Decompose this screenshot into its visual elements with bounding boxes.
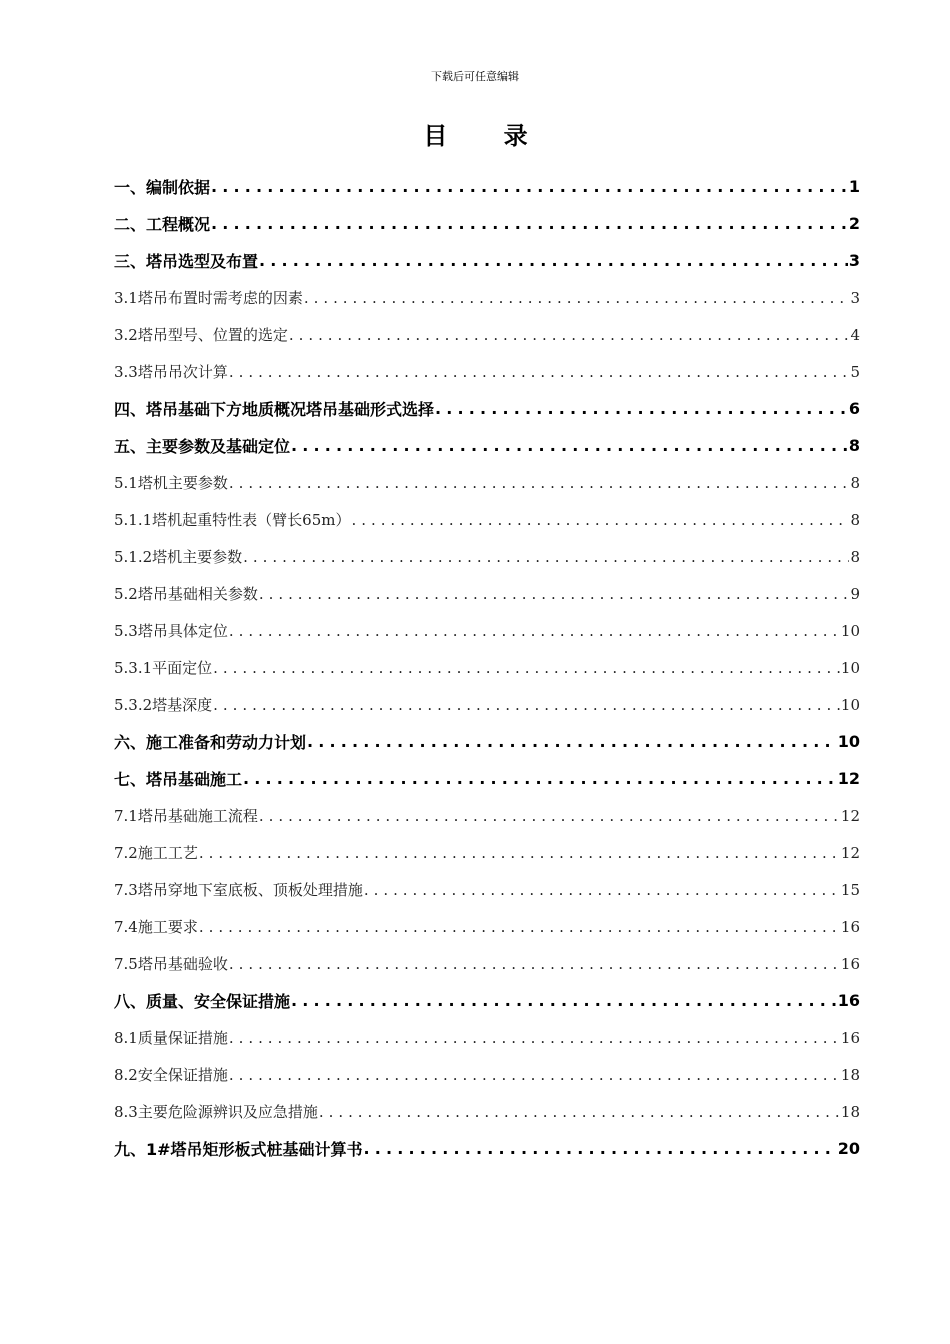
toc-entry-label: 5.3.1平面定位 — [114, 659, 213, 677]
toc-entry[interactable] — [114, 575, 860, 612]
toc-dot-leader — [229, 955, 840, 973]
toc-entry-label: 八、质量、安全保证措施 — [114, 992, 291, 1011]
header-note: 下载后可任意编辑 — [431, 70, 519, 83]
toc-entry[interactable] — [114, 1019, 860, 1056]
toc-entry[interactable] — [114, 464, 860, 501]
toc-entry-label: 7.2施工工艺 — [114, 844, 198, 862]
toc-entry[interactable] — [114, 797, 860, 834]
toc-dot-leader — [229, 1029, 840, 1047]
toc-entry-page-number: 10 — [840, 695, 860, 714]
toc-dot-leader — [304, 289, 850, 307]
toc-dot-leader — [291, 992, 837, 1010]
toc-entry-label: 二、工程概况 — [114, 215, 211, 234]
toc-entry[interactable] — [114, 908, 860, 945]
toc-entry-page-number: 8 — [848, 436, 860, 455]
toc-entry[interactable] — [114, 1130, 860, 1167]
toc-entry[interactable] — [114, 316, 860, 353]
toc-entry[interactable] — [114, 501, 860, 538]
toc-entry-page-number: 16 — [840, 1028, 860, 1047]
toc-entry-page-number: 8 — [850, 473, 860, 492]
toc-entry[interactable] — [114, 649, 860, 686]
toc-entry-page-number: 8 — [850, 510, 860, 529]
toc-entry-page-number: 4 — [850, 325, 860, 344]
toc-entry[interactable] — [114, 1056, 860, 1093]
toc-dot-leader — [364, 1140, 837, 1158]
toc-entry-label: 7.3塔吊穿地下室底板、顶板处理措施 — [114, 881, 363, 899]
toc-dot-leader — [259, 807, 840, 825]
toc-entry-page-number: 6 — [848, 399, 860, 418]
toc-entry-page-number: 3 — [850, 288, 860, 307]
toc-entry-label: 7.4施工要求 — [114, 918, 198, 936]
toc-dot-leader — [307, 733, 837, 751]
toc-entry[interactable] — [114, 390, 860, 427]
toc-dot-leader — [213, 659, 840, 677]
toc-entry-page-number: 10 — [840, 621, 860, 640]
toc-entry-label: 7.5塔吊基础验收 — [114, 955, 228, 973]
toc-dot-leader — [199, 918, 840, 936]
toc-entry-label: 5.1.1塔机起重特性表（臂长65m） — [114, 511, 351, 529]
toc-entry-page-number: 16 — [840, 954, 860, 973]
page-title: 目 录 — [423, 122, 552, 150]
toc-dot-leader — [259, 585, 850, 603]
toc-entry-page-number: 12 — [837, 769, 860, 788]
toc-entry-page-number: 8 — [850, 547, 860, 566]
toc-dot-leader — [229, 1066, 840, 1084]
toc-entry-label: 一、编制依据 — [114, 178, 211, 197]
toc-entry-page-number: 16 — [837, 991, 860, 1010]
toc-entry-label: 8.1质量保证措施 — [114, 1029, 228, 1047]
toc-entry-label: 3.2塔吊型号、位置的选定 — [114, 326, 288, 344]
toc-dot-leader — [213, 696, 840, 714]
toc-dot-leader — [243, 770, 837, 788]
toc-entry[interactable] — [114, 723, 860, 760]
toc-entry[interactable] — [114, 686, 860, 723]
toc-entry[interactable] — [114, 945, 860, 982]
toc-entry[interactable] — [114, 612, 860, 649]
toc-entry-label: 5.3.2塔基深度 — [114, 696, 213, 714]
toc-entry-label: 8.2安全保证措施 — [114, 1066, 228, 1084]
toc-entry[interactable] — [114, 353, 860, 390]
toc-entry-label: 九、1#塔吊矩形板式桩基础计算书 — [114, 1140, 363, 1159]
table-of-contents — [114, 168, 860, 1167]
toc-entry-page-number: 5 — [850, 362, 860, 381]
toc-dot-leader — [319, 1103, 840, 1121]
toc-entry-label: 七、塔吊基础施工 — [114, 770, 243, 789]
toc-entry-label: 5.1塔机主要参数 — [114, 474, 228, 492]
toc-dot-leader — [211, 215, 848, 233]
toc-dot-leader — [229, 363, 850, 381]
toc-entry-page-number: 9 — [850, 584, 860, 603]
toc-entry[interactable] — [114, 834, 860, 871]
toc-entry[interactable] — [114, 168, 860, 205]
toc-entry[interactable] — [114, 982, 860, 1019]
toc-entry-label: 三、塔吊选型及布置 — [114, 252, 259, 271]
toc-entry-page-number: 18 — [840, 1102, 860, 1121]
toc-entry-page-number: 2 — [848, 214, 860, 233]
toc-entry[interactable] — [114, 242, 860, 279]
toc-entry-page-number: 12 — [840, 806, 860, 825]
toc-entry-page-number: 10 — [837, 732, 860, 751]
toc-entry-page-number: 3 — [848, 251, 860, 270]
toc-dot-leader — [199, 844, 840, 862]
toc-dot-leader — [364, 881, 840, 899]
toc-entry-label: 3.3塔吊吊次计算 — [114, 363, 228, 381]
toc-dot-leader — [289, 326, 850, 344]
toc-entry-label: 3.1塔吊布置时需考虑的因素 — [114, 289, 303, 307]
toc-entry-page-number: 15 — [840, 880, 860, 899]
toc-entry[interactable] — [114, 538, 860, 575]
toc-entry[interactable] — [114, 760, 860, 797]
toc-entry-label: 五、主要参数及基础定位 — [114, 437, 291, 456]
toc-entry-page-number: 1 — [848, 177, 860, 196]
toc-entry[interactable] — [114, 871, 860, 908]
toc-dot-leader — [229, 474, 850, 492]
toc-dot-leader — [243, 548, 849, 566]
toc-entry-page-number: 16 — [840, 917, 860, 936]
toc-entry-page-number: 10 — [840, 658, 860, 677]
toc-dot-leader — [351, 511, 849, 529]
toc-entry[interactable] — [114, 1093, 860, 1130]
toc-entry-label: 8.3主要危险源辨识及应急措施 — [114, 1103, 318, 1121]
toc-entry[interactable] — [114, 205, 860, 242]
toc-entry-label: 5.2塔吊基础相关参数 — [114, 585, 258, 603]
toc-dot-leader — [211, 178, 848, 196]
toc-entry[interactable] — [114, 279, 860, 316]
toc-dot-leader — [259, 252, 848, 270]
toc-dot-leader — [435, 400, 848, 418]
toc-entry-label: 5.1.2塔机主要参数 — [114, 548, 243, 566]
toc-entry-page-number: 18 — [840, 1065, 860, 1084]
toc-dot-leader — [229, 622, 840, 640]
toc-entry[interactable] — [114, 427, 860, 464]
toc-entry-page-number: 12 — [840, 843, 860, 862]
toc-entry-label: 5.3塔吊具体定位 — [114, 622, 228, 640]
toc-entry-page-number: 20 — [837, 1139, 860, 1158]
toc-entry-label: 7.1塔吊基础施工流程 — [114, 807, 258, 825]
toc-entry-label: 六、施工准备和劳动力计划 — [114, 733, 307, 752]
toc-entry-label: 四、塔吊基础下方地质概况塔吊基础形式选择 — [114, 400, 435, 419]
toc-dot-leader — [291, 437, 848, 455]
